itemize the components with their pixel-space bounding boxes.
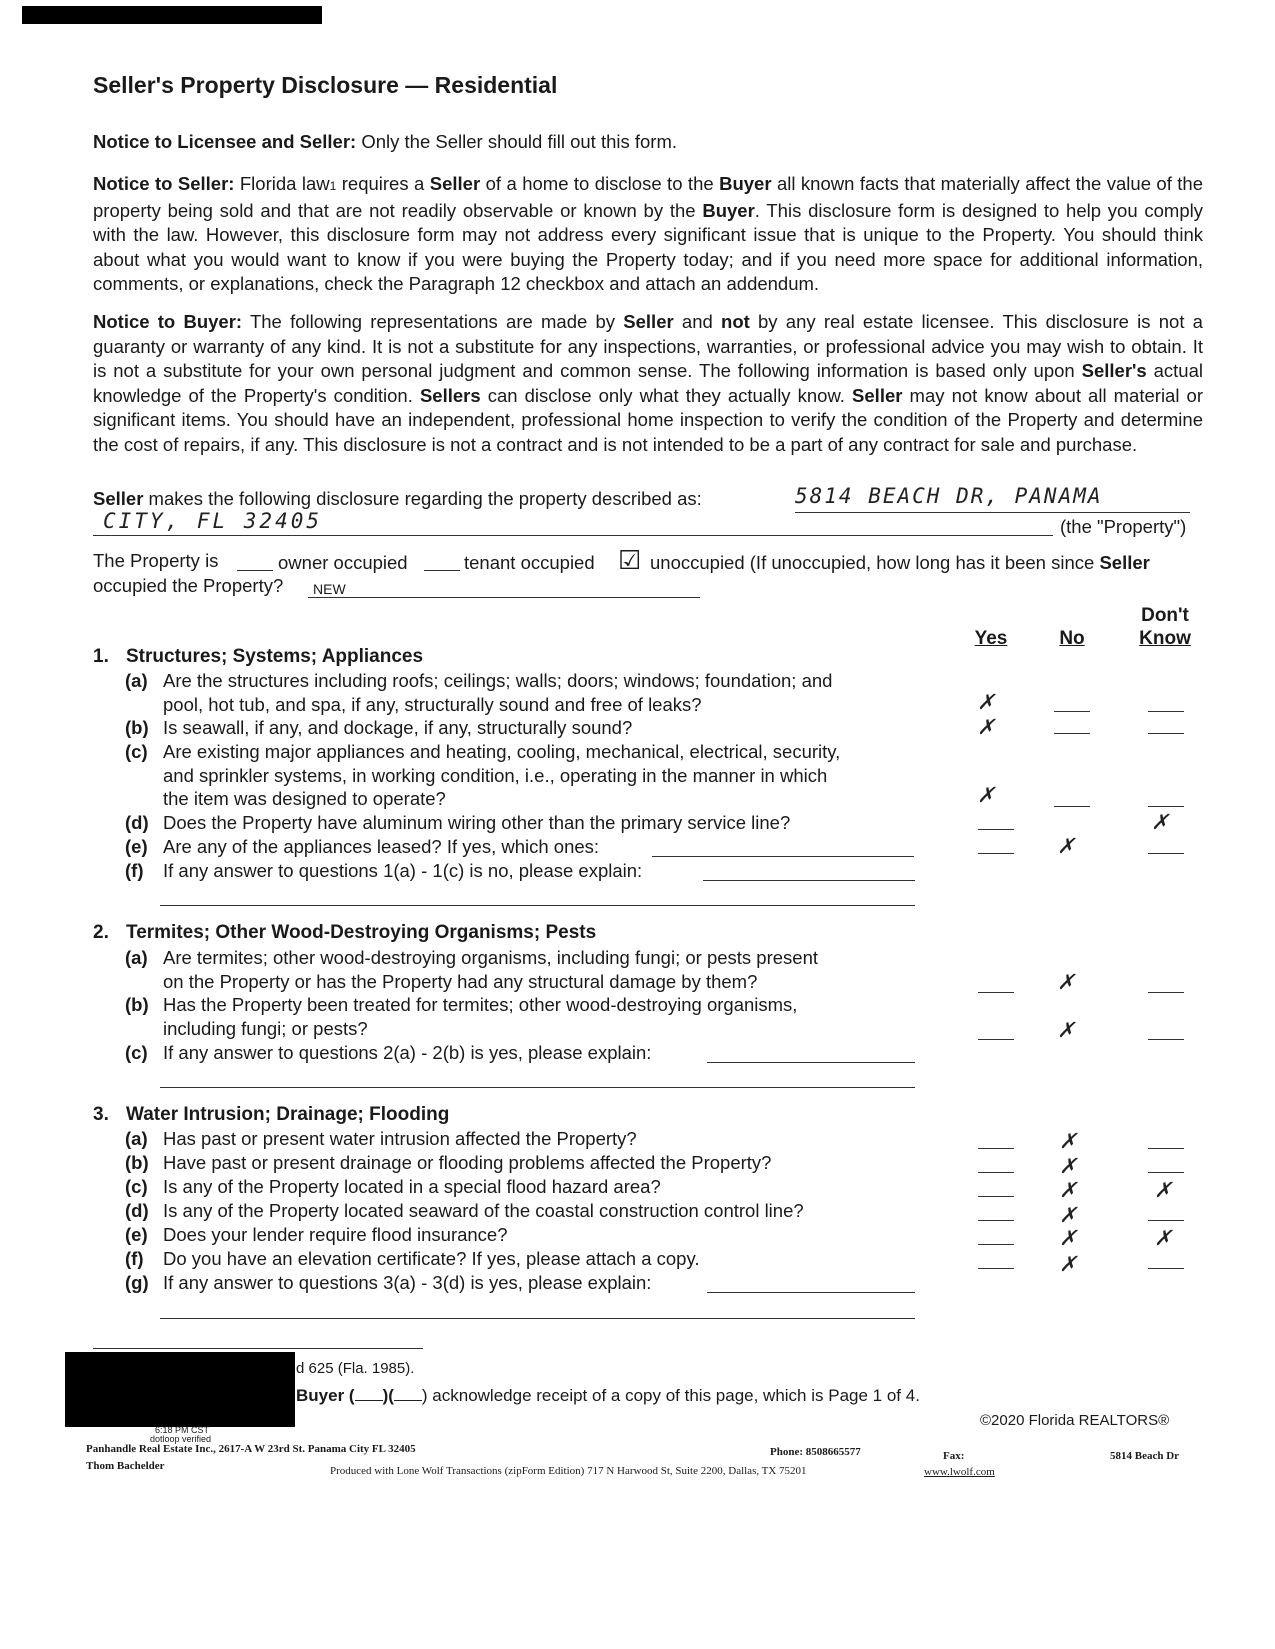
- q3d: (d) Is any of the Property located seaward of the coastal construction control line?: [125, 1200, 804, 1221]
- q3e-yes-blank[interactable]: [978, 1244, 1014, 1245]
- q3f-no-mark[interactable]: ✗: [1060, 1248, 1076, 1278]
- q2c: (c) If any answer to questions 2(a) - 2(b) is yes, please explain:: [125, 1042, 652, 1063]
- dotloop-verified: dotloop verified: [150, 1434, 212, 1444]
- address-line-1-rule: [795, 512, 1190, 513]
- q2a-dk-blank[interactable]: [1148, 992, 1184, 993]
- redaction-bar-top: [22, 6, 322, 24]
- q2b-dk-blank[interactable]: [1148, 1039, 1184, 1040]
- q1b-dk-blank[interactable]: [1148, 733, 1184, 734]
- unoccupied-label: unoccupied (If unoccupied, how long has it been since Seller: [650, 552, 1150, 573]
- q3f-yes-blank[interactable]: [978, 1268, 1014, 1269]
- q3c-yes-blank[interactable]: [978, 1196, 1014, 1197]
- q1d-yes-blank[interactable]: [978, 829, 1014, 830]
- q1b-no-blank[interactable]: [1054, 733, 1090, 734]
- q2b-yes-blank[interactable]: [978, 1039, 1014, 1040]
- q3c-no-mark[interactable]: ✗: [1060, 1174, 1076, 1204]
- q1b-yes-mark[interactable]: ✗: [978, 711, 994, 741]
- footnote-rule: [93, 1348, 423, 1349]
- copyright: ©2020 Florida REALTORS®: [980, 1412, 1170, 1429]
- q1f-answer-line-2[interactable]: [160, 905, 915, 906]
- section-1-title: 1. Structures; Systems; Appliances: [93, 646, 424, 667]
- q1e: (e) Are any of the appliances leased? If yes, which ones:: [125, 836, 600, 857]
- q3d-yes-blank[interactable]: [978, 1220, 1014, 1221]
- q2a: (a) Are termites; other wood-destroying organisms, including fungi; or pests present on the Property or has the Property had any structural damage by them?: [125, 947, 819, 992]
- q3g-answer-line-2[interactable]: [160, 1318, 915, 1319]
- occupied-question: occupied the Property?: [93, 575, 284, 596]
- q2b-no-mark[interactable]: ✗: [1058, 1014, 1074, 1044]
- q1d: (d) Does the Property have aluminum wiring other than the primary service line?: [125, 812, 791, 833]
- phone: Phone: 8508665577: [770, 1446, 861, 1458]
- q3f: (f) Do you have an elevation certificate? If yes, please attach a copy.: [125, 1248, 700, 1269]
- timestamp: 6:18 PM CST: [155, 1425, 210, 1435]
- address-line-1[interactable]: 5814 BEACH DR, PANAMA: [795, 484, 1103, 508]
- q1d-no-mark[interactable]: ✗: [1058, 830, 1074, 860]
- owner-occupied-blank[interactable]: [237, 570, 273, 571]
- q3g-answer-line[interactable]: [707, 1292, 915, 1293]
- q3b-dk-blank[interactable]: [1148, 1172, 1184, 1173]
- q3a: (a) Has past or present water intrusion affected the Property?: [125, 1128, 637, 1149]
- section-3-title: 3. Water Intrusion; Drainage; Flooding: [93, 1104, 450, 1125]
- q1a: (a) Are the structures including roofs; ceilings; walls; doors; windows; foundation; and pool, hot tub, and spa, if any, structurally sound and free of leaks?: [125, 670, 833, 715]
- notice-licensee: Notice to Licensee and Seller: Only the Seller should fill out this form.: [93, 131, 678, 152]
- q3b: (b) Have past or present drainage or flooding problems affected the Property?: [125, 1152, 772, 1173]
- q3e: (e) Does your lender require flood insurance?: [125, 1224, 508, 1245]
- q3d-dk-blank[interactable]: [1148, 1220, 1184, 1221]
- lwolf-link[interactable]: www.lwolf.com: [924, 1466, 995, 1478]
- property-is-label: The Property is: [93, 550, 219, 571]
- owner-occupied-label: owner occupied: [278, 552, 408, 573]
- q1e-yes-blank[interactable]: [978, 853, 1014, 854]
- q1a-yes-mark[interactable]: ✗: [978, 686, 994, 716]
- fax: Fax:: [943, 1450, 965, 1462]
- column-yes: Yes: [974, 628, 1008, 649]
- q1c: (c) Are existing major appliances and heating, cooling, mechanical, electrical, security, and sprinkler systems, in working condition, i.e., operating in the manner in which the item was designed to operate?: [125, 741, 841, 809]
- section-2-title: 2. Termites; Other Wood-Destroying Organisms; Pests: [93, 922, 597, 943]
- q1d-dk-mark[interactable]: ✗: [1152, 806, 1168, 836]
- page-title: Seller's Property Disclosure — Residential: [93, 72, 558, 98]
- q3e-no-mark[interactable]: ✗: [1060, 1222, 1076, 1252]
- unoccupied-checkbox[interactable]: ☑: [618, 545, 642, 575]
- footnote-text: d 625 (Fla. 1985).: [296, 1360, 415, 1377]
- q2c-answer-line[interactable]: [707, 1062, 915, 1063]
- q3a-yes-blank[interactable]: [978, 1148, 1014, 1149]
- q1f: (f) If any answer to questions 1(a) - 1(c) is no, please explain:: [125, 860, 643, 881]
- column-no: No: [1059, 628, 1085, 649]
- property-ref: 5814 Beach Dr: [1110, 1450, 1180, 1462]
- q1e-dk-blank[interactable]: [1148, 853, 1184, 854]
- tenant-occupied-blank[interactable]: [424, 570, 460, 571]
- q1f-answer-line[interactable]: [703, 880, 915, 881]
- q3f-dk-blank[interactable]: [1148, 1268, 1184, 1269]
- address-line-2[interactable]: CITY, FL 32405: [103, 509, 323, 533]
- q3e-dk-mark[interactable]: ✗: [1155, 1222, 1171, 1252]
- tenant-occupied-label: tenant occupied: [464, 552, 595, 573]
- q2a-no-mark[interactable]: ✗: [1058, 966, 1074, 996]
- q1b: (b) Is seawall, if any, and dockage, if any, structurally sound?: [125, 717, 633, 738]
- q1a-dk-blank[interactable]: [1148, 711, 1184, 712]
- q2c-answer-line-2[interactable]: [160, 1087, 915, 1088]
- office-address: Panhandle Real Estate Inc., 2617-A W 23rd St. Panama City FL 32405: [86, 1443, 416, 1455]
- q3d-no-mark[interactable]: ✗: [1060, 1199, 1076, 1229]
- q3c: (c) Is any of the Property located in a special flood hazard area?: [125, 1176, 661, 1197]
- occupied-answer-rule: [308, 597, 700, 598]
- q3a-dk-blank[interactable]: [1148, 1148, 1184, 1149]
- q1e-answer-line[interactable]: [652, 856, 914, 857]
- q3c-dk-mark[interactable]: ✗: [1155, 1174, 1171, 1204]
- column-dont-know: Don't Know: [1139, 605, 1191, 649]
- q1c-yes-mark[interactable]: ✗: [978, 779, 994, 809]
- occupied-answer[interactable]: NEW: [313, 581, 346, 597]
- q3a-no-mark[interactable]: ✗: [1060, 1125, 1076, 1155]
- address-line-2-rule: [93, 535, 1053, 536]
- q1c-no-blank[interactable]: [1054, 806, 1090, 807]
- redaction-box-bottom: [65, 1352, 295, 1427]
- produced-with: Produced with Lone Wolf Transactions (zipForm Edition) 717 N Harwood St, Suite 2200, Dallas, TX 75201: [330, 1465, 807, 1477]
- q2b: (b) Has the Property been treated for termites; other wood-destroying organisms, including fungi; or pests?: [125, 994, 798, 1039]
- q3b-yes-blank[interactable]: [978, 1172, 1014, 1173]
- the-property-label: (the "Property"): [1060, 516, 1187, 537]
- q3b-no-mark[interactable]: ✗: [1060, 1150, 1076, 1180]
- property-description: Seller makes the following disclosure regarding the property described as:: [93, 488, 702, 509]
- q1a-no-blank[interactable]: [1054, 711, 1090, 712]
- notice-buyer: Notice to Buyer: The following representations are made by Seller and not by any real estate licensee. This disclosure is not a guaranty or warranty of any kind. It is not a substitute for any inspections, warranties, or professional advice you may wish to obtain. It is not a substitute for your own personal judgment and common sense. The following information is based only upon Seller's actual knowledge of the Property's condition. Sellers can disclose only what they actually know. Seller may not know about all material or significant items. You should have an independent, professional home inspection to verify the condition of the Property and determine the cost of repairs, if any. This disclosure is not a contract and is not intended to be a part of any contract for sale and purchase.: [93, 311, 1203, 455]
- q3g: (g) If any answer to questions 3(a) - 3(d) is yes, please explain:: [125, 1272, 652, 1293]
- q2a-yes-blank[interactable]: [978, 992, 1014, 993]
- notice-seller: Notice to Seller: Florida law1 requires a Seller of a home to disclose to the Buyer all known facts that materially affect the value of the property being sold and that are not readily observable or known by the Buyer. This disclosure form is designed to help you comply with the law. However, this disclosure form may not address every significant issue that is unique to the Property. You should think about what you would want to know if you were buying the Property today; and if you need more space for additional information, comments, or explanations, check the Paragraph 12 checkbox and attach an addendum.: [93, 173, 1204, 294]
- acknowledgement: Buyer ( )( ) acknowledge receipt of a copy of this page, which is Page 1 of 4.: [296, 1386, 920, 1405]
- agent-name: Thom Bachelder: [86, 1460, 165, 1472]
